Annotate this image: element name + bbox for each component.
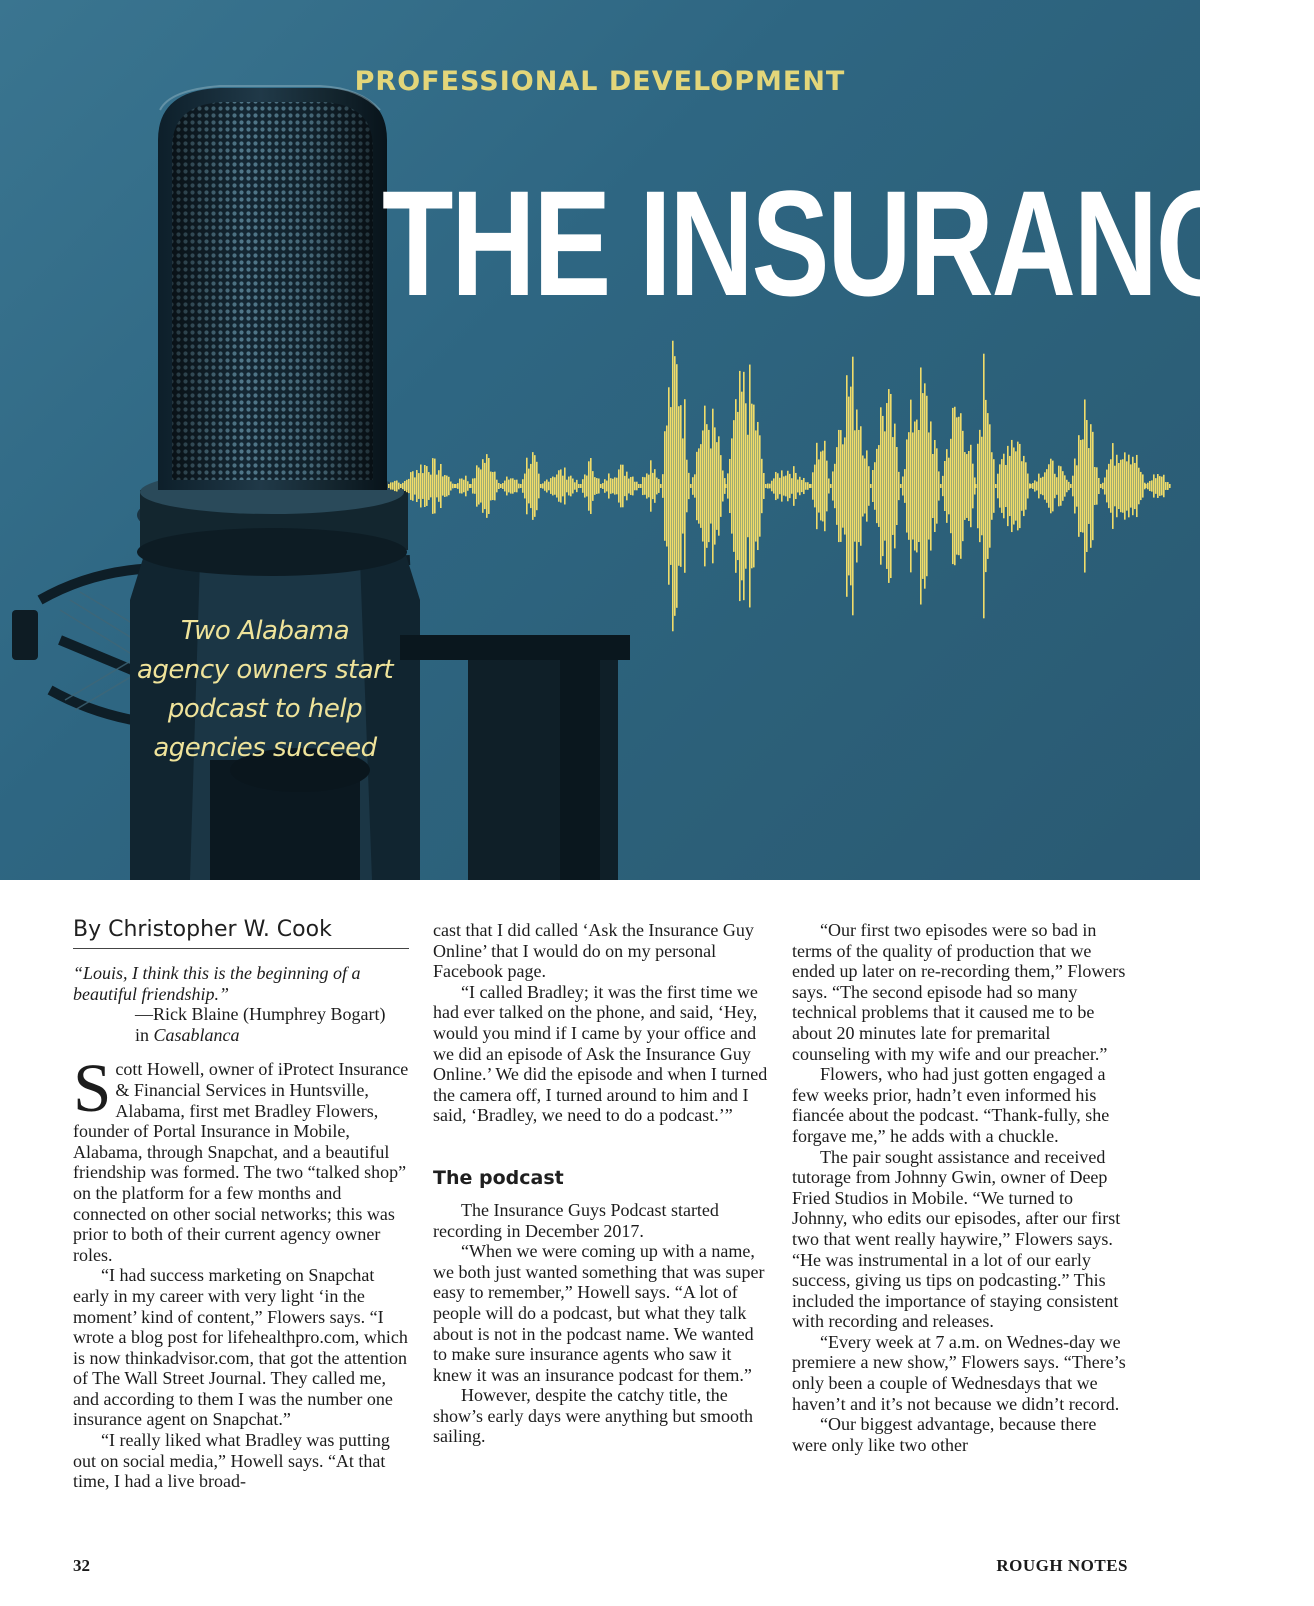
paragraph: “When we were coming up with a name, we both just wanted something that was super easy to remember,” Howell says. “A lot of people will do a podcast, but what they talk about is not in the podcast name. We wanted to make sure insurance agents who saw it knew it was an insurance podcast for them.”	[433, 1241, 765, 1385]
drop-cap: S	[73, 1050, 112, 1127]
paragraph: However, despite the catchy title, the show’s early days were anything but smooth sailing.	[433, 1385, 753, 1447]
article-column-3	[792, 920, 1128, 1455]
headline: THE INSURANCE	[382, 159, 1314, 327]
audio-waveform	[388, 341, 1171, 632]
deck-line: agency owners start	[136, 655, 394, 685]
paragraph: “I really liked what Bradley was putting out on social media,” Howell says. “At that time, I had a live broad-	[73, 1430, 390, 1492]
epigraph-quote: “Louis, I think this is the beginning of a beautiful friendship.”	[73, 963, 361, 1004]
page-number: 32	[73, 1556, 90, 1575]
article-column-1	[73, 916, 409, 1492]
paragraph: The Insurance Guys Podcast started recording in December 2017.	[433, 1199, 719, 1241]
deck-line: Two Alabama	[180, 616, 350, 646]
paragraph: The pair sought assistance and received tutorage from Johnny Gwin, owner of Deep Fried Studios in Mobile. “We turned to Johnny, who edits our episodes, after our first two that went really haywire,” Flowers says. “He was instrumental in a lot of our early success, giving us tips on podcasting.” This included the importance of staying consistent with recording and releases.	[792, 1146, 1121, 1332]
publication-name: ROUGH NOTES	[996, 1556, 1128, 1575]
subhead: The podcast	[433, 1166, 564, 1189]
epigraph-attribution: —Rick Blaine (Humphrey Bogart)	[135, 1004, 386, 1025]
paragraph: Flowers, who had just gotten engaged a few weeks prior, hadn’t even informed his fiancée about the podcast. “Thank-fully, she forgave me,” he adds with a chuckle.	[792, 1064, 1110, 1146]
paragraph: “I called Bradley; it was the first time we had ever talked on the phone, and said, ‘Hey, would you mind if I came by your office and we did an episode of Ask the Insurance Guy Online.’ We did the episode and when I turned the camera off, I turned around to him and I said, ‘Bradley, we need to do a podcast.’”	[433, 981, 768, 1126]
deck-subtitle	[120, 612, 410, 768]
paragraph: “Our first two episodes were so bad in terms of the quality of production that we ended up later on re-recording them,” Flowers says. “The second episode had so many technical problems that it caused me to be about 20 minutes late for premarital counseling with my wife and our preacher.”	[792, 920, 1126, 1064]
paragraph: cast that I did called ‘Ask the Insurance Guy Online’ that I would do on my personal Facebook page.	[433, 920, 754, 982]
article-column-2	[433, 920, 770, 1447]
paragraph: Scott Howell, owner of iProtect Insurance & Financial Services in Huntsville, Alabama, first met Bradley Flowers, founder of Portal Insurance in Mobile, Alabama, through Snapchat, and a beautiful friendship was formed. The two “talked shop” on the platform for a few months and connected on other social networks; this was prior to both of their current agency owner roles.	[73, 1050, 409, 1265]
deck-line: agencies succeed	[153, 733, 377, 763]
epigraph-source: in Casablanca	[135, 1024, 240, 1045]
paragraph: “Our biggest advantage, because there were only like two other	[792, 1414, 1097, 1455]
film-title: Casablanca	[153, 1024, 240, 1045]
paragraph: “I had success marketing on Snapchat early in my career with very light ‘in the moment’ kind of content,” Flowers says. “I wrote a blog post for lifehealthpro.com, which is now thinkadvisor.com, that got the attention of The Wall Street Journal. They called me, and according to them I was the number one insurance agent on Snapchat.”	[73, 1265, 408, 1430]
deck-line: podcast to help	[167, 694, 363, 724]
paragraph: “Every week at 7 a.m. on Wednes-day we premiere a new show,” Flowers says. “There’s only been a couple of Wednesdays that we haven’t and it’s not because we didn’t record.	[792, 1331, 1126, 1414]
section-label: PROFESSIONAL DEVELOPMENT	[354, 66, 846, 97]
byline: By Christopher W. Cook	[73, 916, 409, 949]
